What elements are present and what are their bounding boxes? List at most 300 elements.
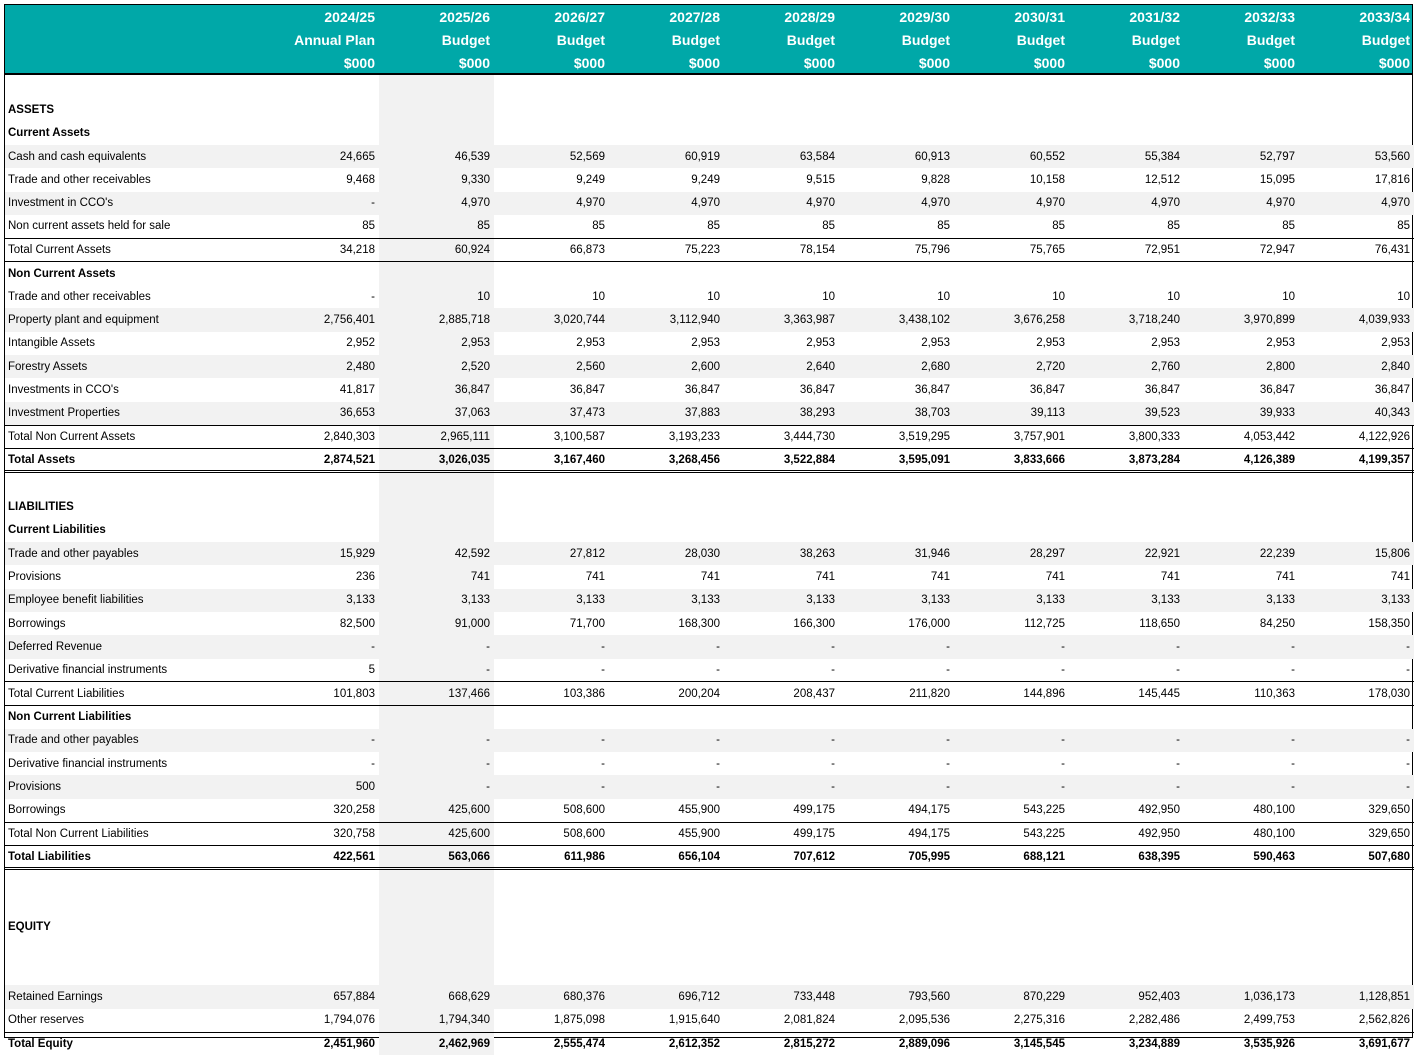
value-cell: - bbox=[379, 729, 494, 752]
value-cell: - bbox=[494, 635, 609, 658]
row-label: Total Non Current Liabilities bbox=[5, 822, 264, 845]
column-header-unit: $000 bbox=[1148, 55, 1180, 71]
empty-cell bbox=[494, 495, 609, 518]
value-cell: 668,629 bbox=[379, 985, 494, 1008]
column-header-year: 2028/29 bbox=[784, 9, 835, 25]
table-row bbox=[5, 635, 1414, 658]
row-label: Trade and other payables bbox=[5, 729, 264, 752]
total-row bbox=[5, 425, 1414, 448]
value-cell: 2,840,303 bbox=[264, 425, 379, 448]
value-cell: 110,363 bbox=[1184, 682, 1299, 705]
value-cell: 55,384 bbox=[1069, 145, 1184, 168]
column-header-year: 2029/30 bbox=[899, 9, 950, 25]
empty-cell bbox=[1299, 98, 1414, 121]
value-cell: 72,951 bbox=[1069, 238, 1184, 261]
value-cell: 36,847 bbox=[1374, 384, 1410, 397]
table-row bbox=[5, 332, 1414, 355]
value-cell: 9,249 bbox=[576, 174, 605, 187]
value-cell: 37,473 bbox=[494, 402, 609, 425]
value-cell: 75,765 bbox=[954, 238, 1069, 261]
value-cell: 3,535,926 bbox=[1184, 1032, 1299, 1055]
value-cell: 60,552 bbox=[954, 145, 1069, 168]
column-header-type: Annual Plan bbox=[294, 32, 375, 48]
spacer-cell bbox=[1299, 892, 1414, 915]
spacer-cell bbox=[839, 75, 954, 98]
value-cell: 2,640 bbox=[724, 355, 839, 378]
value-cell: 2,953 bbox=[1151, 337, 1180, 350]
table-row bbox=[5, 589, 1414, 612]
value-cell: 4,970 bbox=[494, 192, 609, 215]
table-row bbox=[5, 659, 1414, 682]
column-header-year: 2031/32 bbox=[1129, 9, 1180, 25]
value-cell: 499,175 bbox=[724, 822, 839, 845]
value-cell: 2,800 bbox=[1184, 355, 1299, 378]
value-cell: 952,403 bbox=[1069, 985, 1184, 1008]
empty-cell bbox=[379, 98, 494, 121]
value-cell: 638,395 bbox=[1069, 845, 1184, 868]
column-header-unit: $000 bbox=[1263, 55, 1295, 71]
value-cell: 72,947 bbox=[1184, 238, 1299, 261]
empty-cell bbox=[954, 519, 1069, 542]
empty-cell bbox=[1069, 495, 1184, 518]
empty-cell bbox=[379, 495, 494, 518]
empty-cell bbox=[264, 705, 379, 728]
column-header-type: Budget bbox=[901, 32, 950, 48]
spacer-cell bbox=[494, 472, 609, 495]
value-cell: 112,725 bbox=[1024, 617, 1065, 630]
value-cell: 10 bbox=[1397, 290, 1410, 303]
value-cell: 2,953 bbox=[379, 332, 494, 355]
value-cell: - bbox=[379, 775, 494, 798]
value-cell: 611,986 bbox=[494, 845, 609, 868]
value-cell: 75,796 bbox=[839, 238, 954, 261]
spacer-cell bbox=[609, 75, 724, 98]
value-cell: - bbox=[724, 635, 839, 658]
value-cell: 9,468 bbox=[346, 174, 375, 187]
row-label: Intangible Assets bbox=[8, 337, 95, 350]
value-cell: 793,560 bbox=[839, 985, 954, 1008]
value-cell: 84,250 bbox=[1259, 617, 1295, 630]
row-label: Total Non Current Assets bbox=[5, 425, 264, 448]
value-cell: 103,386 bbox=[494, 682, 609, 705]
value-cell: 563,066 bbox=[379, 845, 494, 868]
value-cell: 2,953 bbox=[691, 337, 720, 350]
row-label: Employee benefit liabilities bbox=[5, 589, 264, 612]
column-header-year: 2026/27 bbox=[554, 9, 605, 25]
value-cell: 2,451,960 bbox=[264, 1032, 379, 1055]
row-label: Investments in CCO's bbox=[8, 384, 119, 397]
value-cell: 36,847 bbox=[1144, 384, 1180, 397]
value-cell: 3,873,284 bbox=[1069, 449, 1184, 472]
row-label: Trade and other payables bbox=[5, 542, 264, 565]
value-cell: 500 bbox=[264, 775, 379, 798]
value-cell: 2,095,536 bbox=[898, 1014, 950, 1027]
empty-cell bbox=[1069, 519, 1184, 542]
value-cell: - bbox=[379, 752, 494, 775]
table-row bbox=[5, 1009, 1414, 1032]
value-cell: 85 bbox=[1282, 220, 1295, 233]
spacer-cell bbox=[379, 75, 494, 98]
value-cell: 425,600 bbox=[379, 799, 494, 822]
empty-cell bbox=[954, 98, 1069, 121]
value-cell: 1,875,098 bbox=[553, 1014, 605, 1027]
spacer-cell bbox=[379, 869, 494, 892]
column-header-type: Budget bbox=[441, 32, 490, 48]
empty-cell bbox=[494, 519, 609, 542]
spacer-cell bbox=[1299, 75, 1414, 98]
value-cell: 741 bbox=[585, 570, 605, 583]
empty-cell bbox=[609, 519, 724, 542]
section-heading: ASSETS bbox=[8, 104, 55, 117]
column-header bbox=[724, 5, 839, 73]
column-header-unit: $000 bbox=[1033, 55, 1065, 71]
value-cell: 3,833,666 bbox=[954, 449, 1069, 472]
column-header-unit: $000 bbox=[803, 55, 835, 71]
value-cell: 3,133 bbox=[609, 589, 724, 612]
value-cell: 9,515 bbox=[806, 174, 835, 187]
balance-sheet-table bbox=[5, 75, 1414, 1055]
value-cell: 4,970 bbox=[839, 192, 954, 215]
column-header-type: Budget bbox=[1361, 32, 1410, 48]
total-row bbox=[5, 845, 1414, 868]
value-cell: 3,691,677 bbox=[1299, 1032, 1414, 1055]
value-cell: 10 bbox=[1282, 290, 1295, 303]
spacer-cell bbox=[609, 939, 724, 962]
spacer-cell bbox=[264, 939, 379, 962]
value-cell: - bbox=[1299, 729, 1414, 752]
value-cell: 508,600 bbox=[494, 822, 609, 845]
empty-cell bbox=[1299, 705, 1414, 728]
value-cell: 1,036,173 bbox=[1184, 985, 1299, 1008]
value-cell: - bbox=[494, 729, 609, 752]
value-cell: 52,797 bbox=[1184, 145, 1299, 168]
table-row bbox=[5, 775, 1414, 798]
value-cell: 36,847 bbox=[379, 378, 494, 401]
empty-cell bbox=[724, 495, 839, 518]
spacer-cell bbox=[5, 75, 264, 98]
value-cell: 85 bbox=[1052, 220, 1065, 233]
value-cell: 144,896 bbox=[954, 682, 1069, 705]
row-label: Provisions bbox=[5, 775, 264, 798]
row-label: Derivative financial instruments bbox=[8, 757, 168, 770]
spacer-cell bbox=[609, 962, 724, 985]
value-cell: - bbox=[1069, 635, 1184, 658]
value-cell: - bbox=[264, 729, 379, 752]
value-cell: 4,053,442 bbox=[1184, 425, 1299, 448]
value-cell: 2,560 bbox=[494, 355, 609, 378]
value-cell: 39,523 bbox=[1069, 402, 1184, 425]
spacer-cell bbox=[494, 962, 609, 985]
value-cell: 22,921 bbox=[1069, 542, 1184, 565]
value-cell: 2,815,272 bbox=[724, 1032, 839, 1055]
value-cell: - bbox=[609, 775, 724, 798]
section-heading: Current Liabilities bbox=[8, 524, 106, 537]
value-cell: 38,293 bbox=[724, 402, 839, 425]
value-cell: - bbox=[839, 635, 954, 658]
empty-cell bbox=[609, 98, 724, 121]
spacer-cell bbox=[1069, 892, 1184, 915]
empty-cell bbox=[954, 122, 1069, 145]
spacer-cell bbox=[1069, 939, 1184, 962]
spacer-cell bbox=[1184, 939, 1299, 962]
table-row bbox=[5, 378, 1414, 401]
value-cell: 4,126,389 bbox=[1184, 449, 1299, 472]
value-cell: 31,946 bbox=[839, 542, 954, 565]
empty-cell bbox=[954, 262, 1069, 285]
value-cell: 85 bbox=[1397, 220, 1410, 233]
empty-cell bbox=[724, 98, 839, 121]
value-cell: 425,600 bbox=[379, 822, 494, 845]
value-cell: 1,915,640 bbox=[668, 1014, 720, 1027]
value-cell: - bbox=[601, 664, 605, 677]
value-cell: - bbox=[1406, 757, 1410, 770]
value-cell: - bbox=[609, 635, 724, 658]
value-cell: 4,039,933 bbox=[1299, 308, 1414, 331]
section-heading-row bbox=[5, 915, 1414, 938]
value-cell: 3,193,233 bbox=[609, 425, 724, 448]
value-cell: 10 bbox=[592, 290, 605, 303]
value-cell: 707,612 bbox=[724, 845, 839, 868]
table-row bbox=[5, 192, 1414, 215]
spacer-row bbox=[5, 869, 1414, 892]
value-cell: 2,953 bbox=[1266, 337, 1295, 350]
empty-cell bbox=[1184, 98, 1299, 121]
spacer-cell bbox=[1184, 75, 1299, 98]
value-cell: 2,680 bbox=[839, 355, 954, 378]
empty-cell bbox=[954, 915, 1069, 938]
row-label: Trade and other receivables bbox=[8, 174, 151, 187]
empty-cell bbox=[609, 705, 724, 728]
row-label: Non current assets held for sale bbox=[8, 220, 171, 233]
column-header-type: Budget bbox=[1246, 32, 1295, 48]
empty-cell bbox=[839, 915, 954, 938]
table-row bbox=[5, 542, 1414, 565]
spacer-row bbox=[5, 892, 1414, 915]
value-cell: - bbox=[1291, 664, 1295, 677]
column-header bbox=[1069, 5, 1184, 73]
value-cell: 1,794,076 bbox=[323, 1014, 375, 1027]
value-cell: 3,438,102 bbox=[839, 308, 954, 331]
value-cell: - bbox=[954, 775, 1069, 798]
value-cell: 2,965,111 bbox=[379, 425, 494, 448]
empty-cell bbox=[264, 519, 379, 542]
value-cell: 3,363,987 bbox=[724, 308, 839, 331]
spacer-cell bbox=[379, 962, 494, 985]
value-cell: 2,953 bbox=[921, 337, 950, 350]
empty-cell bbox=[839, 495, 954, 518]
column-header bbox=[264, 5, 379, 73]
empty-cell bbox=[494, 98, 609, 121]
spacer-cell bbox=[379, 939, 494, 962]
value-cell: 492,950 bbox=[1069, 822, 1184, 845]
value-cell: 42,592 bbox=[379, 542, 494, 565]
value-cell: 9,828 bbox=[921, 174, 950, 187]
value-cell: 680,376 bbox=[494, 985, 609, 1008]
value-cell: 85 bbox=[592, 220, 605, 233]
value-cell: 36,847 bbox=[569, 384, 605, 397]
value-cell: 10 bbox=[707, 290, 720, 303]
value-cell: 2,081,824 bbox=[783, 1014, 835, 1027]
column-header-unit: $000 bbox=[688, 55, 720, 71]
value-cell: 24,665 bbox=[264, 145, 379, 168]
value-cell: 15,929 bbox=[264, 542, 379, 565]
value-cell: 66,873 bbox=[494, 238, 609, 261]
table-row bbox=[5, 985, 1414, 1008]
spacer-cell bbox=[1184, 892, 1299, 915]
value-cell: 118,650 bbox=[1139, 617, 1180, 630]
table-row bbox=[5, 565, 1414, 588]
value-cell: 15,806 bbox=[1299, 542, 1414, 565]
value-cell: 422,561 bbox=[264, 845, 379, 868]
value-cell: 63,584 bbox=[724, 145, 839, 168]
value-cell: 2,874,521 bbox=[264, 449, 379, 472]
value-cell: 3,595,091 bbox=[839, 449, 954, 472]
value-cell: 4,970 bbox=[1184, 192, 1299, 215]
column-header-year: 2030/31 bbox=[1014, 9, 1065, 25]
spacer-row bbox=[5, 472, 1414, 495]
value-cell: 41,817 bbox=[339, 384, 375, 397]
value-cell: 3,133 bbox=[379, 589, 494, 612]
column-header-unit: $000 bbox=[918, 55, 950, 71]
value-cell: 320,258 bbox=[333, 804, 375, 817]
value-cell: 22,239 bbox=[1184, 542, 1299, 565]
column-header bbox=[1184, 5, 1299, 73]
value-cell: 507,680 bbox=[1299, 845, 1414, 868]
value-cell: 60,924 bbox=[379, 238, 494, 261]
spacer-cell bbox=[1184, 869, 1299, 892]
value-cell: 39,113 bbox=[954, 402, 1069, 425]
value-cell: 15,095 bbox=[1259, 174, 1295, 187]
table-row bbox=[5, 752, 1414, 775]
spacer-cell bbox=[724, 962, 839, 985]
value-cell: 145,445 bbox=[1069, 682, 1184, 705]
empty-cell bbox=[379, 915, 494, 938]
column-header-year: 2032/33 bbox=[1244, 9, 1295, 25]
section-heading-row bbox=[5, 495, 1414, 518]
value-cell: 40,343 bbox=[1299, 402, 1414, 425]
value-cell: 741 bbox=[1045, 570, 1065, 583]
empty-cell bbox=[1184, 122, 1299, 145]
value-cell: - bbox=[379, 659, 494, 682]
spacer-cell bbox=[609, 472, 724, 495]
section-heading-row bbox=[5, 705, 1414, 728]
value-cell: 137,466 bbox=[379, 682, 494, 705]
column-header-type: Budget bbox=[1131, 32, 1180, 48]
row-label: Other reserves bbox=[8, 1014, 85, 1027]
spacer-cell bbox=[379, 892, 494, 915]
value-cell: 2,600 bbox=[609, 355, 724, 378]
empty-cell bbox=[379, 262, 494, 285]
spacer-cell bbox=[264, 869, 379, 892]
value-cell: - bbox=[1069, 775, 1184, 798]
empty-cell bbox=[609, 122, 724, 145]
section-heading: LIABILITIES bbox=[8, 500, 74, 513]
value-cell: 2,840 bbox=[1299, 355, 1414, 378]
table-row bbox=[5, 285, 1414, 308]
value-cell: - bbox=[839, 775, 954, 798]
row-label: Derivative financial instruments bbox=[8, 664, 168, 677]
spacer-cell bbox=[1069, 472, 1184, 495]
empty-cell bbox=[1069, 915, 1184, 938]
spacer-cell bbox=[494, 939, 609, 962]
value-cell: 39,933 bbox=[1184, 402, 1299, 425]
column-header bbox=[839, 5, 954, 73]
spacer-cell bbox=[1184, 472, 1299, 495]
row-label: Total Current Assets bbox=[5, 238, 264, 261]
empty-cell bbox=[724, 122, 839, 145]
value-cell: 78,154 bbox=[724, 238, 839, 261]
empty-cell bbox=[1299, 915, 1414, 938]
empty-cell bbox=[724, 915, 839, 938]
value-cell: 688,121 bbox=[954, 845, 1069, 868]
empty-cell bbox=[1299, 122, 1414, 145]
value-cell: 4,970 bbox=[379, 192, 494, 215]
value-cell: - bbox=[716, 757, 720, 770]
value-cell: - bbox=[831, 664, 835, 677]
value-cell: 741 bbox=[379, 565, 494, 588]
value-cell: 75,223 bbox=[609, 238, 724, 261]
spacer-cell bbox=[839, 869, 954, 892]
spacer-cell bbox=[1184, 962, 1299, 985]
value-cell: 2,480 bbox=[264, 355, 379, 378]
table-row bbox=[5, 799, 1414, 822]
value-cell: 1,794,340 bbox=[379, 1009, 494, 1032]
value-cell: 492,950 bbox=[1138, 804, 1180, 817]
column-header-year: 2025/26 bbox=[439, 9, 490, 25]
value-cell: 590,463 bbox=[1184, 845, 1299, 868]
value-cell: 480,100 bbox=[1253, 804, 1295, 817]
value-cell: - bbox=[839, 729, 954, 752]
value-cell: 3,133 bbox=[1069, 589, 1184, 612]
value-cell: - bbox=[1176, 757, 1180, 770]
value-cell: 10 bbox=[379, 285, 494, 308]
value-cell: 2,756,401 bbox=[264, 308, 379, 331]
value-cell: 741 bbox=[1390, 570, 1410, 583]
value-cell: 2,520 bbox=[379, 355, 494, 378]
spacer-cell bbox=[724, 869, 839, 892]
value-cell: 3,757,901 bbox=[954, 425, 1069, 448]
value-cell: 158,350 bbox=[1368, 617, 1410, 630]
value-cell: - bbox=[1291, 757, 1295, 770]
value-cell: 85 bbox=[362, 220, 375, 233]
value-cell: 36,847 bbox=[684, 384, 720, 397]
value-cell: 480,100 bbox=[1184, 822, 1299, 845]
empty-cell bbox=[494, 122, 609, 145]
value-cell: 3,145,545 bbox=[954, 1032, 1069, 1055]
value-cell: - bbox=[954, 729, 1069, 752]
value-cell: 656,104 bbox=[609, 845, 724, 868]
value-cell: - bbox=[1176, 664, 1180, 677]
empty-cell bbox=[954, 495, 1069, 518]
column-header-year: 2024/25 bbox=[324, 9, 375, 25]
value-cell: 2,885,718 bbox=[379, 308, 494, 331]
row-label: Investment Properties bbox=[5, 402, 264, 425]
value-cell: 3,112,940 bbox=[609, 308, 724, 331]
spacer-cell bbox=[5, 962, 264, 985]
value-cell: - bbox=[609, 729, 724, 752]
value-cell: 3,970,899 bbox=[1184, 308, 1299, 331]
empty-cell bbox=[1184, 519, 1299, 542]
row-label: Borrowings bbox=[8, 804, 66, 817]
row-label: Total Liabilities bbox=[5, 845, 264, 868]
value-cell: 494,175 bbox=[908, 804, 950, 817]
column-header bbox=[609, 5, 724, 73]
value-cell: 3,133 bbox=[954, 589, 1069, 612]
balance-sheet bbox=[4, 4, 1413, 1051]
value-cell: 494,175 bbox=[839, 822, 954, 845]
row-label: Property plant and equipment bbox=[5, 308, 264, 331]
empty-cell bbox=[1299, 519, 1414, 542]
